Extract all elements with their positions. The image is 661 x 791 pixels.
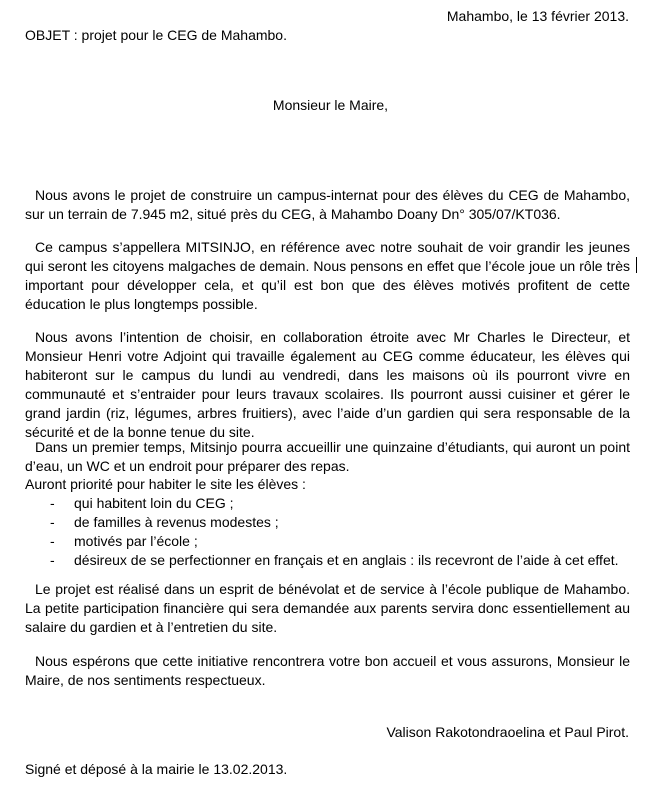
- list-item: [50, 551, 619, 570]
- signature: Valison Rakotondraoelina et Paul Pirot.: [386, 724, 629, 740]
- paragraph-mitsinjo-name: Ce campus s’appellera MITSINJO, en référence avec notre souhait de voir grandir les jeunes qui seront les citoyens malgaches de demain. Nous pensons en effet que l’école joue un rôle très important pour développer cela, et qu’il est bon que des élèves motivés profitent de cette éducation le plus longtemps possible.: [25, 239, 630, 312]
- bullet-dash: -: [50, 495, 55, 511]
- letter-date: Mahambo, le 13 février 2013.: [446, 8, 629, 24]
- text-cursor: [636, 257, 637, 273]
- bullet-dash: -: [50, 533, 55, 549]
- bullet-dash: -: [50, 552, 55, 568]
- list-item: [50, 513, 619, 532]
- priority-list: [50, 494, 619, 570]
- paragraph-volunteer-spirit: Le projet est réalisé dans un esprit de bénévolat et de service à l’école publique de Mahambo. La petite participation financière qui sera demandée aux parents servira donc essentiellement au salaire du gardien et à l’entretien du site.: [25, 581, 630, 635]
- paragraph-closing: Nous espérons que cette initiative rencontrera votre bon accueil et vous assurons, Monsieur le Maire, de nos sentiments respectueux.: [25, 653, 630, 688]
- paragraph-student-selection: Nous avons l’intention de choisir, en collaboration étroite avec Mr Charles le Directeur, et Monsieur Henri votre Adjoint qui travaille également au CEG comme éducateur, les élèves qui habiteront sur le campus du lundi au vendredi, dans les maisons où ils pourront vivre en communauté et s’entraider pour leurs travaux scolaires. Ils pourront aussi cuisiner et gérer le grand jardin (riz, légumes, arbres fruitiers), avec l’aide d’un gardien qui sera responsable de la sécurité et de la bonne tenue du site.: [25, 329, 630, 440]
- salutation: Monsieur le Maire,: [272, 97, 389, 113]
- paragraph-campus-project: Nous avons le projet de construire un campus-internat pour des élèves du CEG de Mahambo, sur un terrain de 7.945 m2, situé près du CEG, à Mahambo Doany Dn° 305/07/KT036.: [25, 187, 630, 222]
- list-item-text: motivés par l’école ;: [74, 533, 198, 549]
- priority-intro: Auront priorité pour habiter le site les élèves :: [25, 476, 306, 492]
- letter-subject: OBJET : projet pour le CEG de Mahambo.: [25, 27, 287, 43]
- paragraph-capacity: Dans un premier temps, Mitsinjo pourra accueillir une quinzaine d’étudiants, qui auront un point d’eau, un WC et un endroit pour préparer des repas.: [25, 439, 630, 474]
- list-item: [50, 494, 619, 513]
- bullet-dash: -: [50, 514, 55, 530]
- list-item-text: qui habitent loin du CEG ;: [74, 495, 234, 511]
- list-item-text: désireux de se perfectionner en français et en anglais : ils recevront de l’aide à cet effet.: [74, 552, 619, 568]
- list-item: [50, 532, 619, 551]
- footer-note: Signé et déposé à la mairie le 13.02.2013.: [25, 761, 288, 777]
- list-item-text: de familles à revenus modestes ;: [74, 514, 279, 530]
